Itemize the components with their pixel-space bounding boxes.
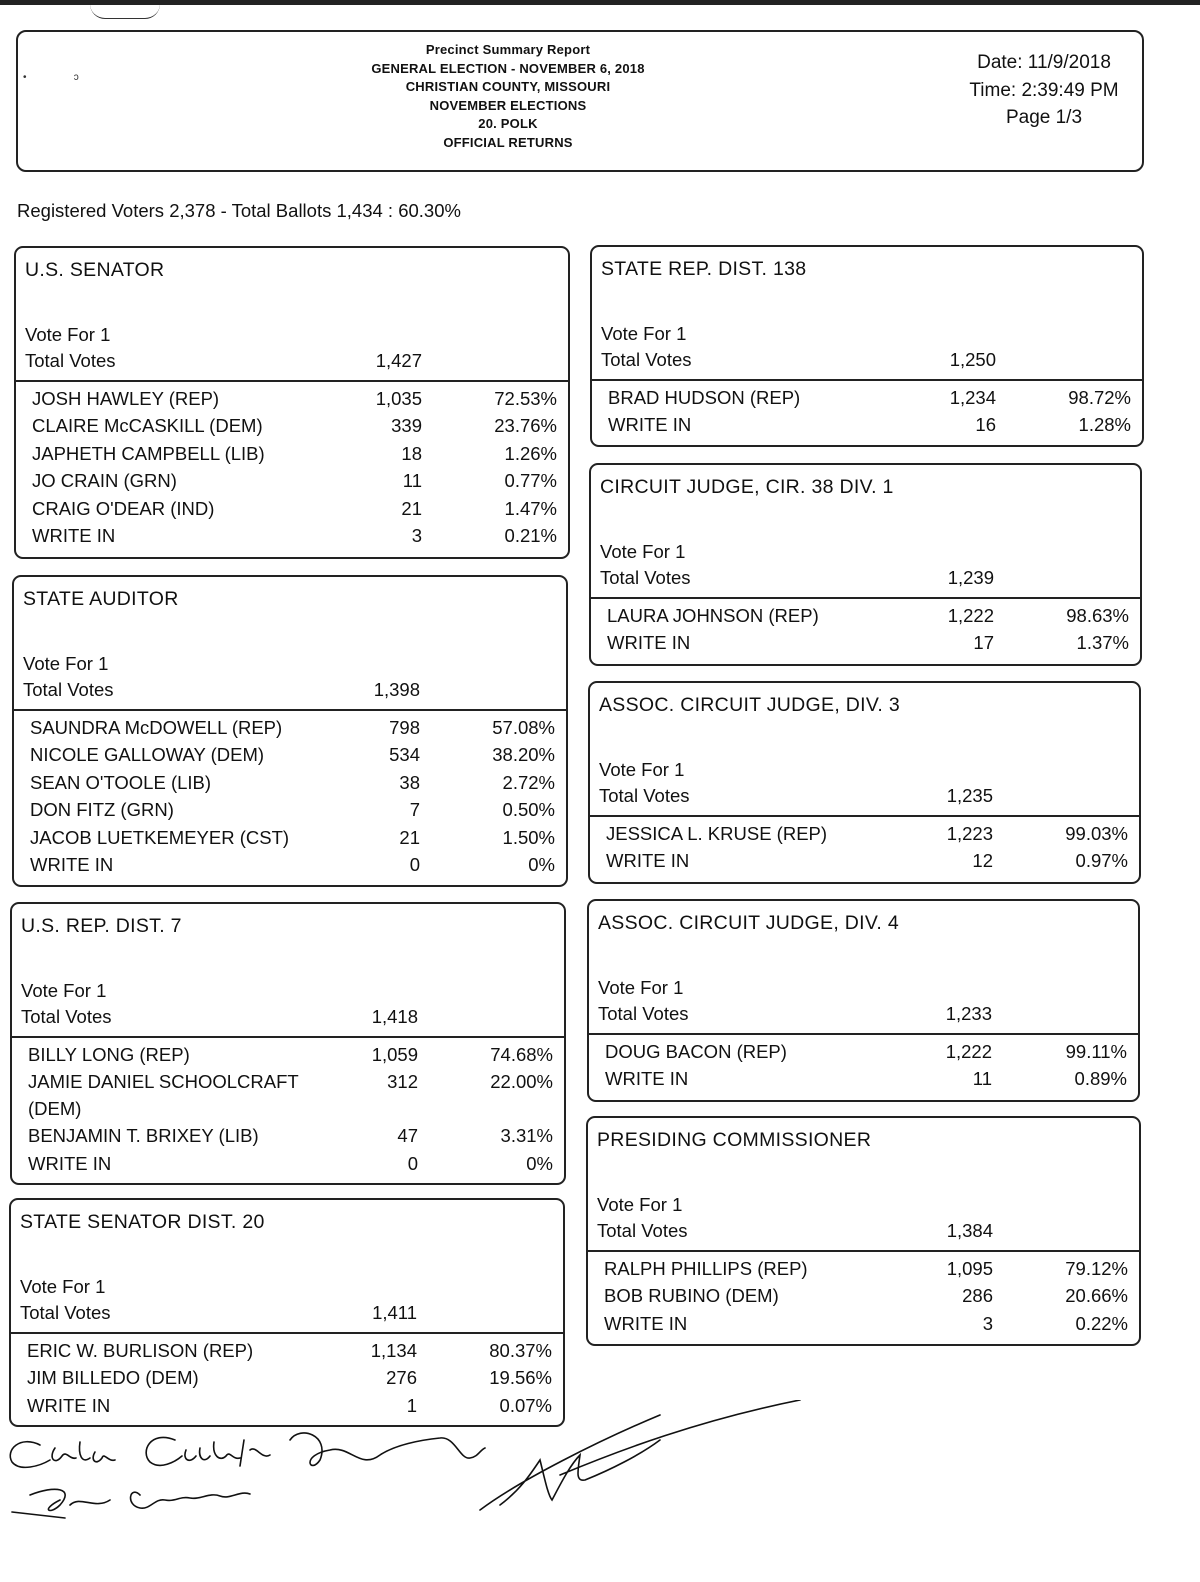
candidate-percent: 0.21% — [504, 525, 557, 546]
candidate-name: WRITE IN — [27, 1394, 111, 1416]
candidate-votes: 1,234 — [949, 387, 996, 408]
total-votes-label: Total Votes — [21, 1006, 112, 1027]
candidate-percent: 3.31% — [500, 1125, 553, 1147]
candidate-name: WRITE IN — [606, 850, 690, 872]
results-divider — [11, 1332, 563, 1334]
candidate-votes: 16 — [975, 414, 996, 436]
page-top-edge — [0, 0, 1200, 5]
report-title-block — [268, 41, 748, 153]
scan-mark — [90, 4, 160, 19]
candidate-percent: 80.37% — [489, 1340, 552, 1361]
vote-for-label: Vote For 1 — [600, 541, 686, 562]
results-divider — [590, 815, 1139, 817]
candidate-percent: 22.00% — [490, 1071, 553, 1093]
candidate-name: JAMIE DANIEL SCHOOLCRAFT — [28, 1071, 299, 1093]
race-title: STATE AUDITOR — [23, 588, 179, 610]
race-box — [586, 1116, 1141, 1346]
candidate-percent: 0.50% — [502, 799, 555, 821]
candidate-percent: 0.97% — [1075, 850, 1128, 872]
candidate-votes: 11 — [972, 1068, 992, 1090]
candidate-percent: 99.03% — [1065, 823, 1128, 844]
candidate-name: SAUNDRA McDOWELL (REP) — [30, 717, 283, 738]
candidate-percent: 1.26% — [504, 442, 557, 464]
total-votes-value: 1,384 — [946, 1220, 993, 1241]
candidate-votes: 47 — [397, 1125, 418, 1147]
race-box — [14, 246, 570, 559]
scan-specks: • ↄ — [23, 72, 79, 83]
race-title: U.S. REP. DIST. 7 — [21, 915, 182, 937]
race-box — [587, 899, 1140, 1102]
report-title: Precinct Summary Report — [425, 42, 591, 57]
precinct-name: 20. POLK — [478, 116, 538, 132]
candidate-votes: 339 — [391, 415, 422, 437]
total-votes-label: Total Votes — [25, 350, 116, 371]
total-votes-value: 1,235 — [946, 785, 993, 806]
race-title: CIRCUIT JUDGE, CIR. 38 DIV. 1 — [600, 476, 894, 498]
total-votes-label: Total Votes — [23, 679, 114, 700]
total-votes-value: 1,239 — [947, 567, 994, 588]
race-box — [9, 1198, 565, 1427]
vote-for-label: Vote For 1 — [23, 653, 109, 674]
vote-for-label: Vote For 1 — [597, 1194, 683, 1215]
vote-for-label: Vote For 1 — [598, 977, 684, 998]
candidate-name: BRAD HUDSON (REP) — [608, 387, 801, 408]
candidate-votes: 276 — [386, 1367, 417, 1389]
total-votes-value: 1,250 — [949, 349, 996, 370]
candidate-name-cont: (DEM) — [28, 1098, 82, 1120]
total-votes-value: 1,233 — [945, 1003, 992, 1024]
candidate-votes: 1,059 — [371, 1044, 418, 1065]
county-name: CHRISTIAN COUNTY, MISSOURI — [405, 79, 611, 95]
candidate-votes: 286 — [962, 1285, 993, 1307]
signatures — [0, 1400, 820, 1540]
turnout-summary: Registered Voters 2,378 - Total Ballots 1,434 : 60.30% — [17, 200, 461, 221]
election-name: GENERAL ELECTION - NOVEMBER 6, 2018 — [371, 60, 645, 76]
vote-for-label: Vote For 1 — [599, 759, 685, 780]
candidate-votes: 1,223 — [946, 823, 993, 844]
candidate-votes: 534 — [389, 744, 420, 766]
candidate-name: SEAN O'TOOLE (LIB) — [30, 771, 212, 793]
candidate-votes: 1,095 — [946, 1258, 993, 1279]
race-title: U.S. SENATOR — [25, 259, 165, 281]
vote-for-label: Vote For 1 — [20, 1276, 106, 1297]
candidate-percent: 1.28% — [1078, 414, 1131, 436]
candidate-name: WRITE IN — [605, 1068, 689, 1090]
total-votes-label: Total Votes — [20, 1302, 111, 1323]
election-group: NOVEMBER ELECTIONS — [429, 97, 587, 113]
candidate-percent: 0% — [526, 1152, 553, 1174]
total-votes-value: 1,398 — [373, 679, 420, 700]
candidate-name: JAPHETH CAMPBELL (LIB) — [32, 442, 265, 464]
total-votes-value: 1,411 — [372, 1302, 417, 1323]
results-divider — [592, 379, 1142, 381]
candidate-percent: 0.07% — [499, 1394, 552, 1416]
candidate-percent: 98.72% — [1068, 387, 1131, 408]
candidate-percent: 1.37% — [1076, 632, 1129, 654]
race-box — [12, 575, 568, 887]
candidate-name: RALPH PHILLIPS (REP) — [604, 1258, 808, 1279]
candidate-votes: 18 — [401, 442, 422, 464]
candidate-votes: 11 — [402, 470, 422, 492]
total-votes-label: Total Votes — [601, 349, 692, 370]
candidate-percent: 1.47% — [504, 497, 557, 519]
page-number: Page 1/3 — [1005, 107, 1083, 128]
race-box — [589, 463, 1142, 666]
candidate-votes: 7 — [409, 799, 420, 821]
candidate-votes: 21 — [401, 497, 422, 519]
race-title: PRESIDING COMMISSIONER — [597, 1129, 872, 1151]
candidate-votes: 17 — [973, 632, 994, 654]
candidate-percent: 0.22% — [1075, 1312, 1128, 1334]
candidate-name: ERIC W. BURLISON (REP) — [27, 1340, 254, 1361]
candidate-percent: 19.56% — [489, 1367, 552, 1389]
candidate-votes: 1 — [406, 1394, 417, 1416]
candidate-name: DON FITZ (GRN) — [30, 799, 174, 821]
vote-for-label: Vote For 1 — [25, 324, 111, 345]
race-title: ASSOC. CIRCUIT JUDGE, DIV. 4 — [598, 912, 899, 934]
candidate-name: WRITE IN — [28, 1152, 112, 1174]
candidate-percent: 98.63% — [1066, 605, 1129, 626]
candidate-votes: 0 — [407, 1152, 418, 1174]
candidate-name: JACOB LUETKEMEYER (CST) — [30, 826, 290, 848]
results-divider — [16, 380, 568, 382]
results-divider — [589, 1033, 1138, 1035]
race-box — [588, 681, 1141, 884]
candidate-votes: 12 — [972, 850, 993, 872]
candidate-votes: 798 — [389, 717, 420, 738]
candidate-name: WRITE IN — [607, 632, 691, 654]
candidate-votes: 1,222 — [945, 1041, 992, 1062]
results-divider — [12, 1036, 564, 1038]
race-title: STATE SENATOR DIST. 20 — [20, 1211, 265, 1233]
report-date: Date: 11/9/2018 — [977, 52, 1111, 73]
candidate-percent: 57.08% — [492, 717, 555, 738]
candidate-percent: 0% — [528, 854, 555, 875]
candidate-name: JIM BILLEDO (DEM) — [27, 1367, 199, 1389]
candidate-name: NICOLE GALLOWAY (DEM) — [30, 744, 265, 766]
race-title: STATE REP. DIST. 138 — [601, 258, 807, 280]
candidate-name: WRITE IN — [32, 525, 116, 546]
candidate-name: LAURA JOHNSON (REP) — [607, 605, 819, 626]
candidate-percent: 1.50% — [502, 826, 555, 848]
returns-type: OFFICIAL RETURNS — [443, 134, 573, 150]
candidate-percent: 0.77% — [504, 470, 557, 492]
candidate-percent: 0.89% — [1074, 1068, 1127, 1090]
candidate-name: JOSH HAWLEY (REP) — [32, 388, 220, 409]
vote-for-label: Vote For 1 — [601, 323, 687, 344]
candidate-percent: 38.20% — [492, 744, 555, 766]
results-divider — [591, 597, 1140, 599]
candidate-percent: 20.66% — [1065, 1285, 1128, 1307]
candidate-votes: 38 — [399, 771, 420, 793]
candidate-votes: 1,222 — [947, 605, 994, 626]
candidate-percent: 2.72% — [502, 771, 555, 793]
candidate-name: CRAIG O'DEAR (IND) — [32, 497, 215, 519]
race-box — [590, 245, 1144, 447]
candidate-name: BILLY LONG (REP) — [28, 1044, 190, 1065]
total-votes-value: 1,418 — [371, 1006, 418, 1027]
candidate-name: JO CRAIN (GRN) — [32, 470, 177, 492]
vote-for-label: Vote For 1 — [21, 980, 107, 1001]
report-header — [16, 30, 1144, 172]
results-divider — [588, 1250, 1139, 1252]
candidate-votes: 3 — [411, 525, 422, 546]
total-votes-label: Total Votes — [600, 567, 691, 588]
race-title: ASSOC. CIRCUIT JUDGE, DIV. 3 — [599, 694, 900, 716]
race-box — [10, 902, 566, 1185]
candidate-percent: 72.53% — [494, 388, 557, 409]
total-votes-label: Total Votes — [599, 785, 690, 806]
total-votes-label: Total Votes — [597, 1220, 688, 1241]
report-time: Time: 2:39:49 PM — [969, 79, 1119, 101]
report-meta — [954, 49, 1134, 132]
candidate-name: CLAIRE McCASKILL (DEM) — [32, 415, 263, 437]
candidate-percent: 74.68% — [490, 1044, 553, 1065]
candidate-percent: 23.76% — [494, 415, 557, 437]
candidate-percent: 99.11% — [1065, 1041, 1127, 1062]
candidate-name: BOB RUBINO (DEM) — [604, 1285, 779, 1307]
candidate-name: WRITE IN — [30, 854, 114, 875]
candidate-votes: 0 — [409, 854, 420, 875]
results-divider — [14, 709, 566, 711]
candidate-votes: 3 — [982, 1312, 993, 1334]
candidate-name: WRITE IN — [608, 414, 692, 436]
candidate-name: WRITE IN — [604, 1312, 688, 1334]
candidate-votes: 1,035 — [375, 388, 422, 409]
candidate-name: JESSICA L. KRUSE (REP) — [606, 823, 828, 844]
candidate-percent: 79.12% — [1065, 1258, 1128, 1279]
total-votes-value: 1,427 — [375, 350, 422, 371]
total-votes-label: Total Votes — [598, 1003, 689, 1024]
candidate-votes: 312 — [387, 1071, 418, 1093]
candidate-name: BENJAMIN T. BRIXEY (LIB) — [28, 1125, 259, 1147]
candidate-votes: 1,134 — [370, 1340, 417, 1361]
candidate-votes: 21 — [399, 826, 420, 848]
candidate-name: DOUG BACON (REP) — [605, 1041, 787, 1062]
